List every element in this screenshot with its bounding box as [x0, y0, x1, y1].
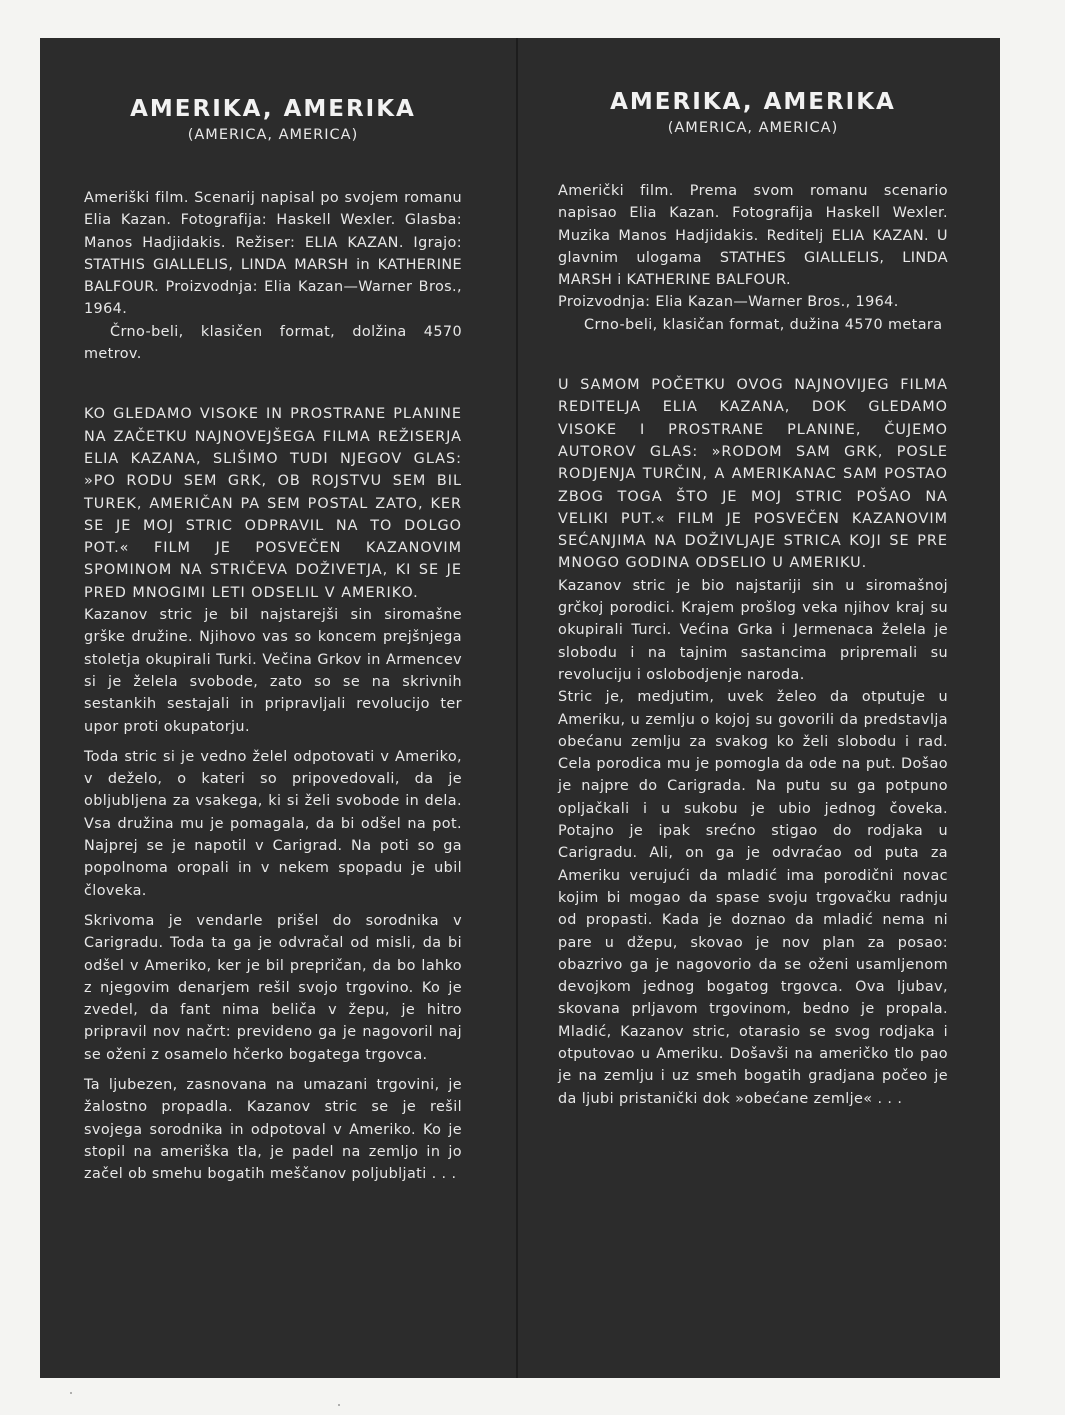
column-divider [516, 38, 518, 1378]
right-paragraph-3: Stric je, medjutim, uvek želeo da otputuje u Ameriku, u zemlju o kojoj su govorili da predstavlja obećanu zemlju za svakog ko želi slobodu i rad. Cela porodica mu je pomogla da ode na put. Došao je najpre do Carigrada. Na putu su ga potpuno opljačkali i u sukobu je ubio jednog čoveka. Potajno je ipak srećno stigao do rodjaka u Carigradu. Ali, on ga je odvraćao od puta za Ameriku verujući da mladić ima porodični novac kojim bi mogao da spase svoju trgovačku radnju od propasti. Kada je doznao da mladić nema ni pare u džepu, skovao je nov plan za posao: obazrivo ga je nagovorio da se oženi usamljenom devojkom jednog bogatog trgovca. Ova ljubav, skovana prljavom trgovinom, bedno je propala. Mladić, Kazanov stric, otarasio se svog rodjaka i otputovao u Ameriku. Došavši na američko tlo pao je na zemlju i uz smeh bogatih gradjana počeo je da ljubi pristanički dok »obećane zemlje« . . . [558, 689, 948, 1107]
left-title: AMERIKA, AMERIKA [130, 96, 416, 122]
program-sheet [40, 38, 1000, 1378]
slovenian-column [84, 38, 462, 1185]
right-format: Crno-beli, klasičan format, dužina 4570 metara [584, 316, 943, 333]
left-credits: Ameriški film. Scenarij napisal po svojem romanu Elia Kazan. Fotografija: Haskell Wexler. Glasba: Manos Hadjidakis. Režiser: ELIA KAZAN. Igrajo: STATHIS GIALLELIS, LINDA MARSH in KATHERINE BALFOUR. Proizvodnja: Elia Kazan—Warner Bros., 1964. [84, 190, 462, 318]
left-paragraph-4: Skrivoma je vendarle prišel do sorodnika v Carigradu. Toda ta ga je odvračal od misli, da bi odšel v Ameriko, ker je bil prepričan, da bo lahko z njegovim denarjem rešil svojo trgovino. Ko je zvedel, da fant nima beliča v žepu, je hitro pripravil nov načrt: prevideno ga je nagovoril naj se oženi z osamelo hčerko bogatega trgovca. [84, 912, 462, 1063]
left-paragraph-3: Toda stric si je vedno želel odpotovati v Ameriko, v deželo, o kateri so pripovedovali, da je obljubljena za vsakega, ki si želi svobode in dela. Vsa družina mu je pomagala, da bi odšel na pot. Najprej se je napotil v Carigrad. Na poti so ga popolnoma oropali in v nekem spopadu je ubil človeka. [84, 748, 462, 899]
left-subtitle: (AMERICA, AMERICA) [187, 127, 359, 143]
right-intro: U SAMOM POČETKU OVOG NAJNOVIJEG FILMA REDITELJA ELIA KAZANA, DOK GLEDAMO VISOKE I PROSTRANE PLANINE, ČUJEMO AUTOROV GLAS: »RODOM SAM GRK, POSLE RODJENJA TURČIN, A AMERIKANAC SAM POSTAO ZBOG TOGA ŠTO JE MOJ STRIC POŠAO NA VELIKI PUT.« FILM JE POSVEČEN KAZANOVIM SEĆANJIMA NA DOŽIVLJAJE STRICA KOJI SE PRE MNOGO GODINA ODSELIO U AMERIKU. [558, 377, 948, 572]
right-paragraph-2: Kazanov stric je bio najstariji sin u siromašnoj grčkoj porodici. Krajem prošlog veka njihov kraj su okupirali Turci. Većina Grka i Jermenaca želela je slobodu i na tajnim sastancima pripremali su revoluciju i oslobodjenje naroda. [558, 577, 948, 683]
left-paragraph-5: Ta ljubezen, zasnovana na umazani trgovini, je žalostno propadla. Kazanov stric se je rešil svojega sorodnika in odpotoval v Ameriko. Ko je stopil na ameriška tla, je padel na zemljo in jo začel ob smehu bogatih meščanov poljubljati . . . [84, 1076, 462, 1183]
speck [70, 1392, 72, 1394]
right-subtitle: (AMERICA, AMERICA) [667, 120, 839, 136]
right-credits: Američki film. Prema svom romanu scenario napisao Elia Kazan. Fotografija Haskell Wexler. Muzika Manos Hadjidakis. Reditelj ELIA KAZAN. U glavnim ulogama STATHES GIALLELIS, LINDA MARSH i KATHERINE BALFOUR. [558, 183, 948, 289]
serbocroatian-column [558, 38, 948, 1110]
left-intro: KO GLEDAMO VISOKE IN PROSTRANE PLANINE NA ZAČETKU NAJNOVEJŠEGA FILMA REŽISERJA ELIA KAZANA, SLIŠIMO TUDI NJEGOV GLAS: »PO RODU SEM GRK, OB ROJSTVU SEM BIL TUREK, AMERIČAN PA SEM POSTAL ZATO, KER SE JE MOJ STRIC ODPRAVIL NA TO DOLGO POT.« FILM JE POSVEČEN KAZANOVIM SPOMINOM NA STRIČEVA DOŽIVETJA, KI SE JE PRED MNOGIMI LETI ODSELIL V AMERIKO. [84, 406, 462, 601]
right-title: AMERIKA, AMERIKA [610, 89, 896, 115]
left-format: Črno-beli, klasičen format, dolžina 4570 metrov. [84, 323, 462, 363]
speck [338, 1404, 340, 1406]
left-paragraph-2: Kazanov stric je bil najstarejši sin siromašne grške družine. Njihovo vas so koncem prejšnjega stoletja okupirali Turki. Večina Grkov in Armencev si je želela svobode, zato so se na skrivnih sestankih sestajali in pripravljali revolucijo ter upor proti okupatorju. [84, 607, 462, 735]
right-production: Proizvodnja: Elia Kazan—Warner Bros., 1964. [558, 294, 899, 311]
